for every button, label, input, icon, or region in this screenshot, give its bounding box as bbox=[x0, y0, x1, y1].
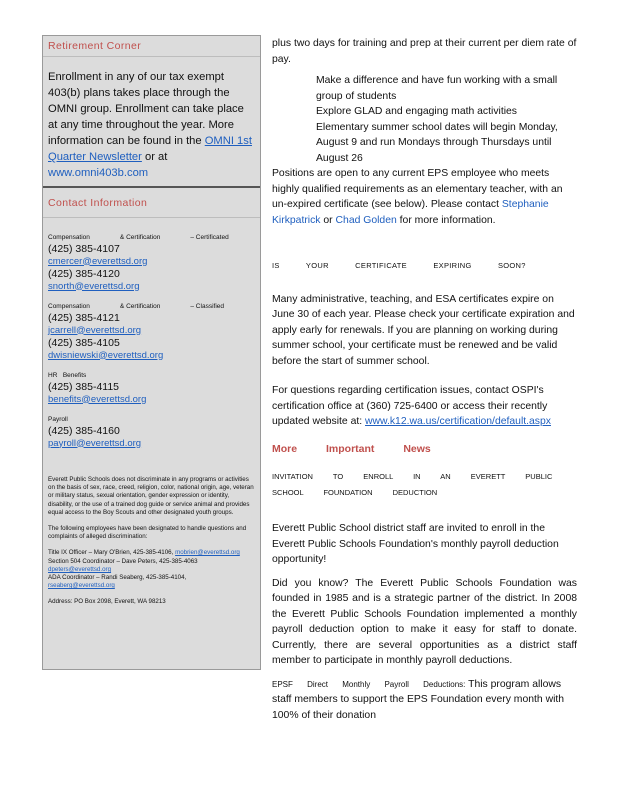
contact-group-benefits bbox=[48, 371, 254, 406]
title-part: – Classified bbox=[190, 303, 224, 310]
contact-link-kirkpatrick[interactable]: Stephanie Kirkpatrick bbox=[272, 199, 549, 226]
invitation-paragraph: Everett Public School district staff are invited to enroll in the Everett Public Schools Foundation's monthly payroll deduction opportunity! bbox=[272, 523, 559, 565]
retirement-corner-heading: Retirement Corner bbox=[43, 36, 260, 57]
positions-text-end: for more information. bbox=[399, 214, 496, 226]
more-important-news-heading: More Important News bbox=[272, 442, 431, 455]
ospi-text: For questions regarding certification issues, contact OSPI's certification office at (360) 725-6400 or access their recently updated website at: bbox=[272, 385, 548, 427]
certificate-heading: IS YOUR CERTIFICATE EXPIRING SOON? bbox=[272, 261, 526, 270]
invitation-heading: INVITATION TO ENROLL IN AN EVERETT PUBLIC SCHOOL FOUNDATION DEDUCTION bbox=[272, 472, 553, 497]
title-part: & Certification bbox=[119, 303, 161, 310]
title-part: HR bbox=[48, 372, 58, 379]
retirement-corner-body bbox=[43, 57, 260, 181]
ospi-paragraph bbox=[272, 383, 577, 430]
title-part: & Certification bbox=[119, 234, 161, 241]
omni-newsletter-link[interactable]: OMNI 1st Quarter Newsletter bbox=[48, 135, 252, 163]
or-text: or bbox=[323, 214, 333, 226]
title-ix-text: Title IX Officer – Mary O'Brien, 425-385-4106, bbox=[48, 549, 174, 557]
contact-phone: (425) 385-4107 bbox=[48, 243, 120, 255]
main-column bbox=[272, 36, 577, 723]
certificate-paragraph: Many administrative, teaching, and ESA certificates expire on June 30 of each year. Please check your certificate expiration and apply early for renewals. If you are planning on working during summer school, your certificate must be renewed and be valid before the start of summer school. bbox=[272, 293, 575, 367]
contact-group-title bbox=[48, 233, 254, 243]
ospi-certification-link[interactable]: www.k12.wa.us/certification/default.aspx bbox=[365, 416, 551, 427]
or-at-text: or at bbox=[145, 151, 168, 163]
contact-group-payroll bbox=[48, 415, 254, 450]
contact-list bbox=[43, 218, 260, 450]
section-504-email-link[interactable]: dpeters@everettsd.org bbox=[48, 565, 112, 573]
ada-line bbox=[48, 574, 254, 590]
contact-email-link[interactable]: jcarrell@everettsd.org bbox=[48, 324, 142, 336]
intro-paragraph: plus two days for training and prep at their current per diem rate of pay. bbox=[272, 38, 577, 65]
retirement-corner-box bbox=[43, 36, 260, 186]
contact-email-link[interactable]: payroll@everettsd.org bbox=[48, 437, 142, 449]
did-you-know-paragraph: Did you know? The Everett Public Schools Foundation was founded in 1985 and is a strategic partner of the district. In 2008 the Everett Public Schools Foundation implemented a monthly payroll deduction option to make it easy for staff to donate. Currently, there are several opportunities as a district staff member to participate in monthly payroll deductions. bbox=[272, 577, 577, 666]
contact-phone: (425) 385-4105 bbox=[48, 337, 120, 349]
ada-text: ADA Coordinator – Randi Seaberg, 425-385-4104, bbox=[48, 574, 187, 582]
title-ix-line bbox=[48, 549, 254, 557]
positions-text: Positions are open to any current EPS employee who meets highly qualified requirements as an elementary teacher, with an un-expired certificate (see below). Please contact bbox=[272, 168, 563, 210]
title-part: – Certificated bbox=[190, 234, 229, 241]
contact-email-link[interactable]: cmercer@everettsd.org bbox=[48, 255, 148, 267]
ada-email-link[interactable]: rseaberg@everettsd.org bbox=[48, 582, 115, 590]
contact-link-golden[interactable]: Chad Golden bbox=[335, 214, 397, 226]
contact-phone: (425) 385-4121 bbox=[48, 312, 120, 324]
section-504-line bbox=[48, 558, 254, 574]
list-item: Make a difference and have fun working with a small group of students bbox=[316, 75, 558, 102]
title-part: Compensation bbox=[48, 234, 90, 241]
designated-intro: The following employees have been designated to handle questions and complaints of alleged discrimination: bbox=[48, 525, 247, 541]
contact-phone: (425) 385-4115 bbox=[48, 381, 120, 393]
contact-email-link[interactable]: dwisniewski@everettsd.org bbox=[48, 349, 164, 361]
title-part: Compensation bbox=[48, 303, 90, 310]
nondiscrimination-text: Everett Public Schools does not discriminate in any programs or activities on the basis of sex, race, creed, religion, color, national origin, age, veteran or military status, sexual orientation, gender expression or identity, disability, or the use of a trained dog guide or service animal and provides equal access to the Boy Scouts and other designated youth groups. bbox=[48, 476, 254, 516]
retirement-text: Enrollment in any of our tax exempt 403(b) plans takes place through the OMNI group. Enrollment can take place at any time throughout the year. More information can be found in the bbox=[48, 71, 244, 147]
epsf-text: This program allows staff members to support the EPS Foundation every month with 100% of their donation bbox=[272, 678, 565, 721]
contact-group-title bbox=[48, 371, 254, 381]
district-address: Address: PO Box 2098, Everett, WA 98213 bbox=[48, 598, 166, 606]
omni-website-link[interactable]: www.omni403b.com bbox=[48, 167, 149, 179]
contact-group-title: Payroll bbox=[48, 416, 68, 423]
contact-group-certificated bbox=[48, 233, 254, 293]
list-item: Elementary summer school dates will begin Monday, August 9 and run Mondays through Thursdays until August 26 bbox=[316, 121, 558, 164]
section-504-text: Section 504 Coordinator – Dave Peters, 425-385-4063 bbox=[48, 557, 198, 565]
sidebar bbox=[42, 35, 261, 670]
list-item: Explore GLAD and engaging math activities bbox=[316, 106, 517, 117]
summer-school-list bbox=[316, 73, 577, 166]
contact-information-heading: Contact Information bbox=[43, 188, 260, 218]
positions-paragraph bbox=[272, 166, 577, 228]
contact-information-box bbox=[43, 188, 260, 669]
contact-email-link[interactable]: benefits@everettsd.org bbox=[48, 393, 147, 405]
contact-phone: (425) 385-4120 bbox=[48, 268, 120, 280]
nondiscrimination-notice bbox=[43, 450, 260, 607]
contact-phone: (425) 385-4160 bbox=[48, 425, 120, 437]
contact-group-classified bbox=[48, 302, 254, 362]
epsf-paragraph bbox=[272, 677, 577, 724]
title-part: Benefits bbox=[62, 372, 87, 379]
contact-email-link[interactable]: snorth@everettsd.org bbox=[48, 280, 140, 292]
title-ix-email-link[interactable]: mobrien@everettsd.org bbox=[175, 549, 240, 557]
contact-group-title bbox=[48, 302, 254, 312]
epsf-label: EPSF Direct Monthly Payroll Deductions: bbox=[272, 679, 466, 689]
